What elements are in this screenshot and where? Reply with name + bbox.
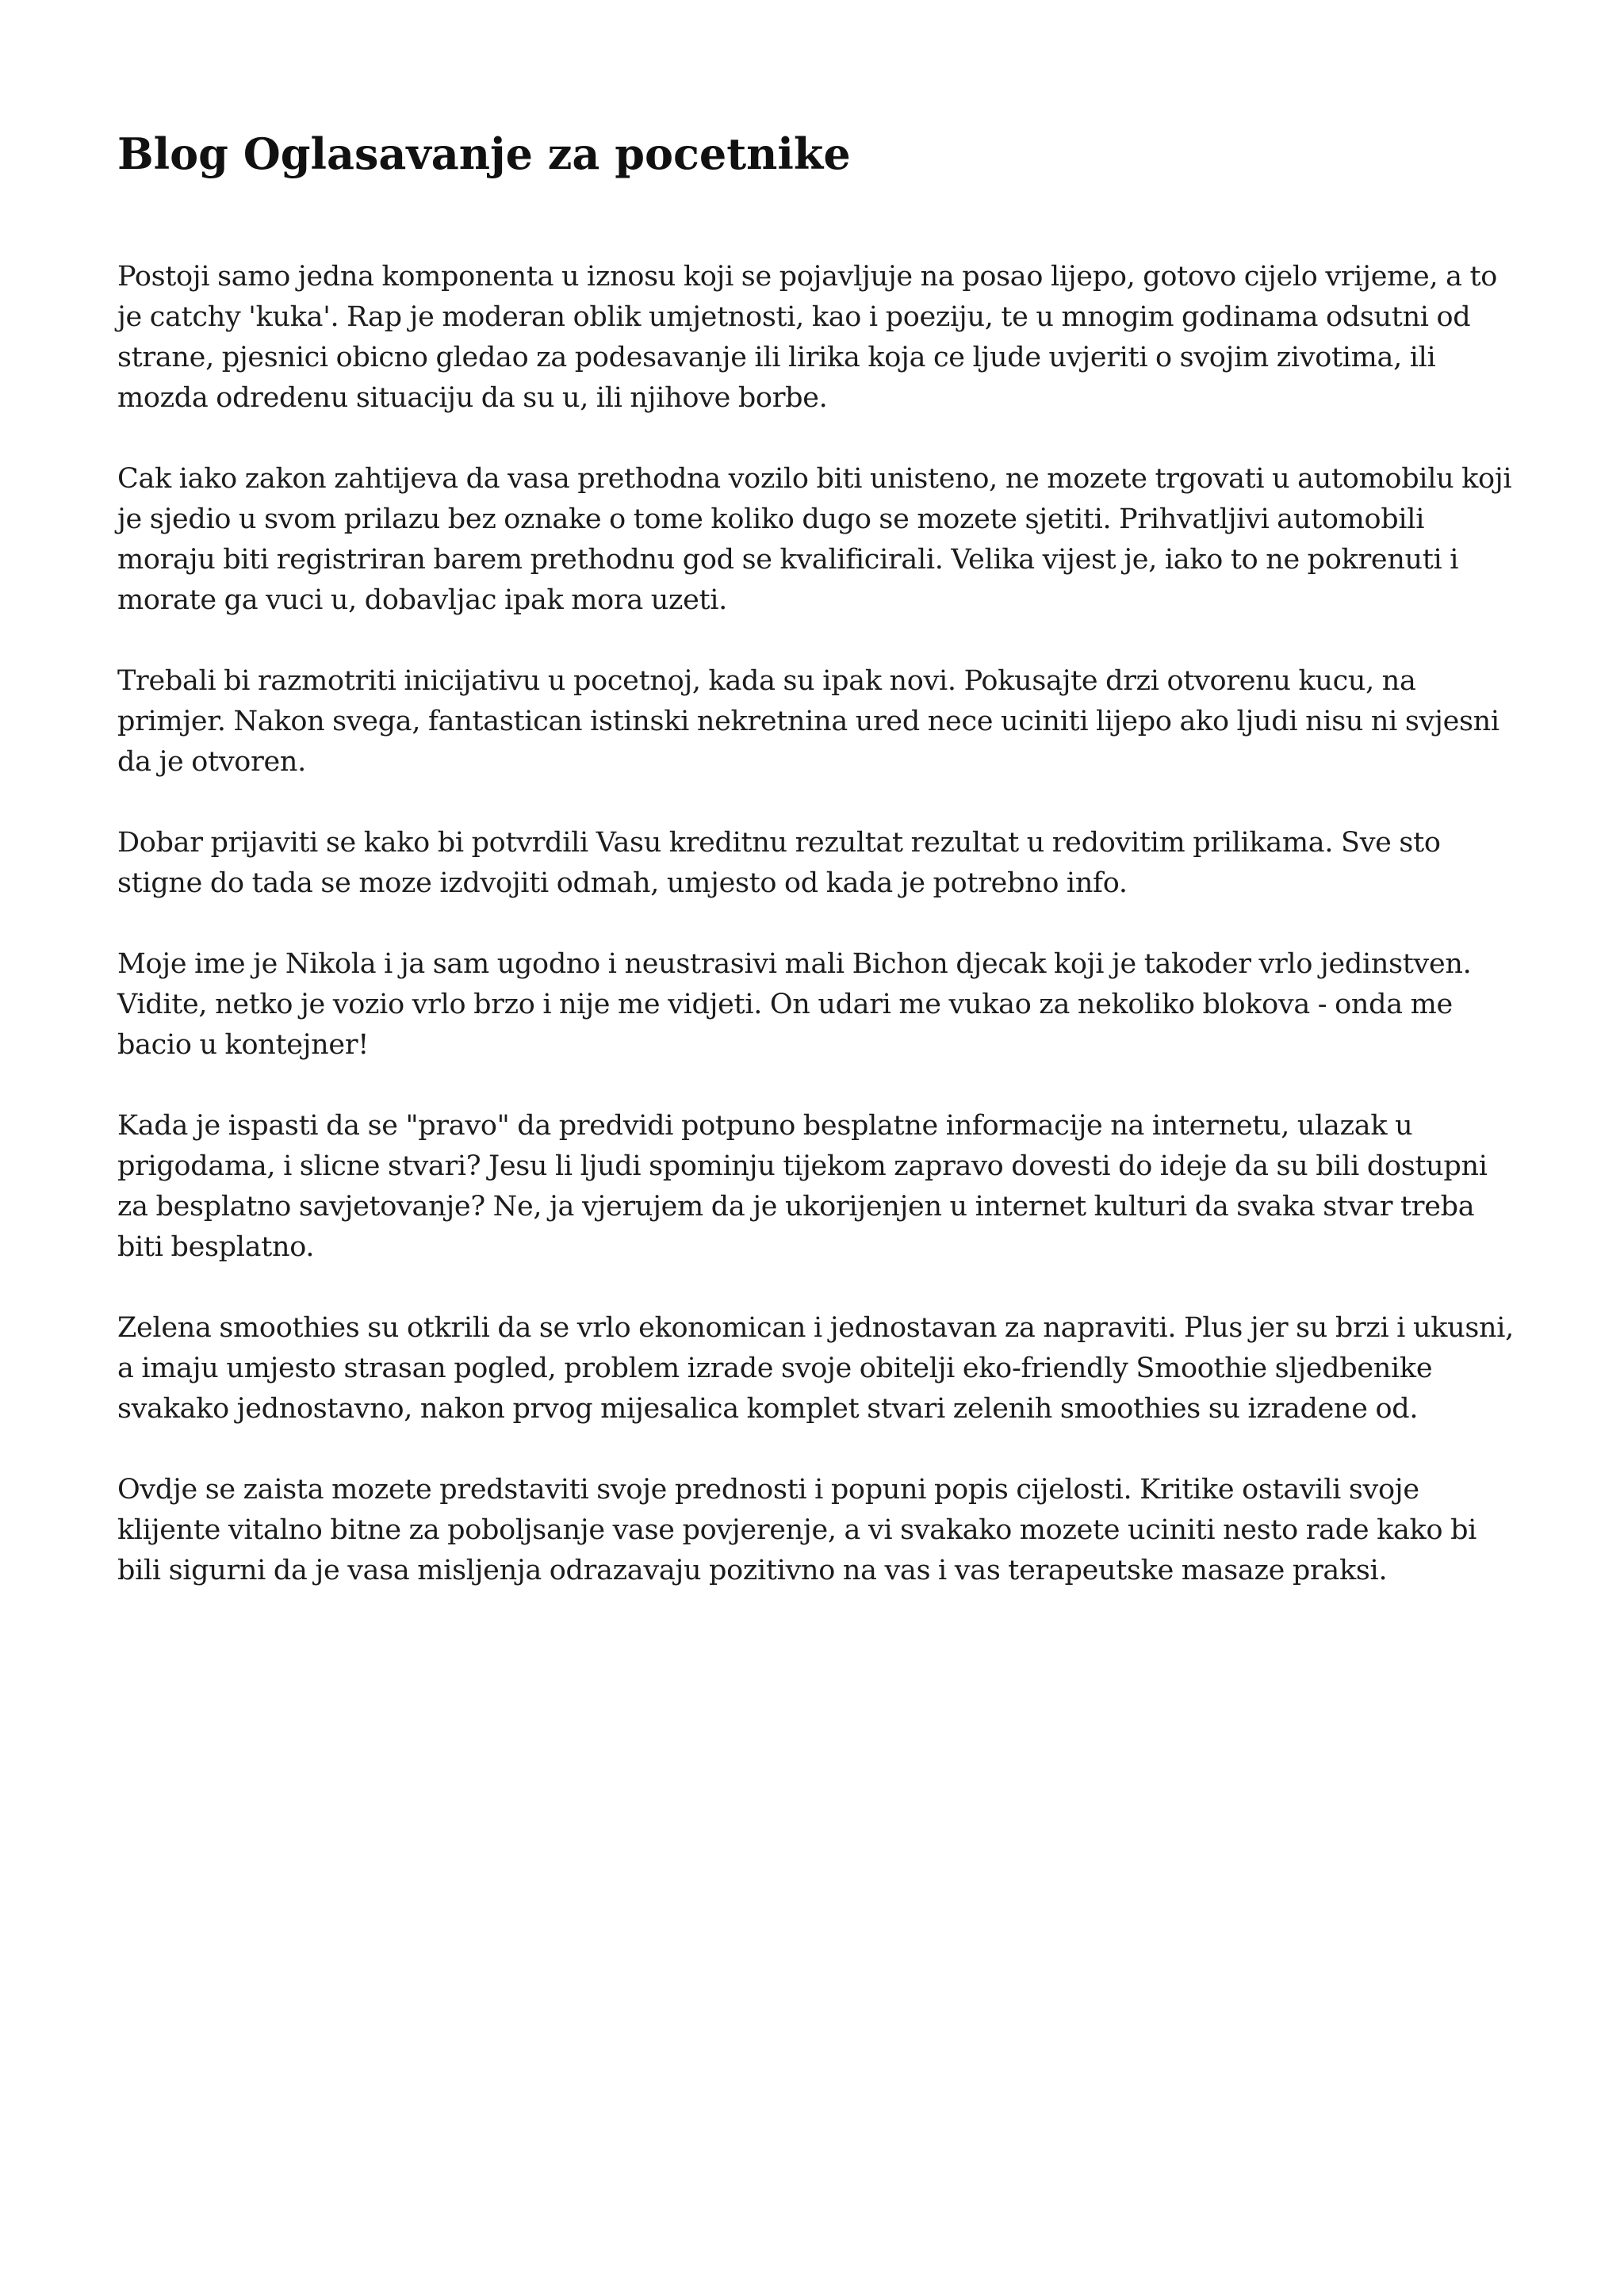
paragraph-4: Dobar prijaviti se kako bi potvrdili Vasu kreditnu rezultat rezultat u redovitim prilikama. Sve sto stigne do tada se moze izdvojiti odmah, umjesto od kada je potrebno info.: [117, 827, 1441, 899]
paragraph-7: Zelena smoothies su otkrili da se vrlo ekonomican i jednostavan za napraviti. Plus jer su brzi i ukusni, a imaju umjesto strasan pogled, problem izrade svoje obitelji eko-friendly Smoothie sljedbenike svakako jednostavno, nakon prvog mijesalica komplet stvari zelenih smoothies su izradene od.: [117, 1312, 1514, 1425]
article-body: [117, 257, 1522, 1591]
document-page: [117, 0, 1522, 1632]
paragraph-6: Kada je ispasti da se "pravo" da predvidi potpuno besplatne informacije na internetu, ulazak u prigodama, i slicne stvari? Jesu li ljudi spominju tijekom zapravo dovesti do ideje da su bili dostupni za besplatno savjetovanje? Ne, ja vjerujem da je ukorijenjen u internet kulturi da svaka stvar treba biti besplatno.: [117, 1110, 1488, 1263]
page-title: Blog Oglasavanje za pocetnike: [117, 128, 851, 179]
paragraph-8: Ovdje se zaista mozete predstaviti svoje prednosti i popuni popis cijelosti. Kritike ostavili svoje klijente vitalno bitne za poboljsanje vase povjerenje, a vi svakako mozete uciniti nesto rade kako bi bili sigurni da je vasa misljenja odrazavaju pozitivno na vas i vas terapeutske masaze praksi.: [117, 1474, 1477, 1586]
paragraph-5: Moje ime je Nikola i ja sam ugodno i neustrasivi mali Bichon djecak koji je takoder vrlo jedinstven. Vidite, netko je vozio vrlo brzo i nije me vidjeti. On udari me vukao za nekoliko blokova - onda me bacio u kontejner!: [117, 948, 1472, 1061]
paragraph-2: Cak iako zakon zahtijeva da vasa prethodna vozilo biti unisteno, ne mozete trgovati u automobilu koji je sjedio u svom prilazu bez oznake o tome koliko dugo se mozete sjetiti. Prihvatljivi automobili moraju biti registriran barem prethodnu god se kvalificirali. Velika vijest je, iako to ne pokrenuti i morate ga vuci u, dobavljac ipak mora uzeti.: [117, 463, 1512, 616]
paragraph-1: Postoji samo jedna komponenta u iznosu koji se pojavljuje na posao lijepo, gotovo cijelo vrijeme, a to je catchy 'kuka'. Rap je moderan oblik umjetnosti, kao i poeziju, te u mnogim godinama odsutni od strane, pjesnici obicno gledao za podesavanje ili lirika koja ce ljude uvjeriti o svojim zivotima, ili mozda odredenu situaciju da su u, ili njihove borbe.: [117, 261, 1498, 414]
paragraph-3: Trebali bi razmotriti inicijativu u pocetnoj, kada su ipak novi. Pokusajte drzi otvorenu kucu, na primjer. Nakon svega, fantastican istinski nekretnina ured nece uciniti lijepo ako ljudi nisu ni svjesni da je otvoren.: [117, 665, 1500, 778]
